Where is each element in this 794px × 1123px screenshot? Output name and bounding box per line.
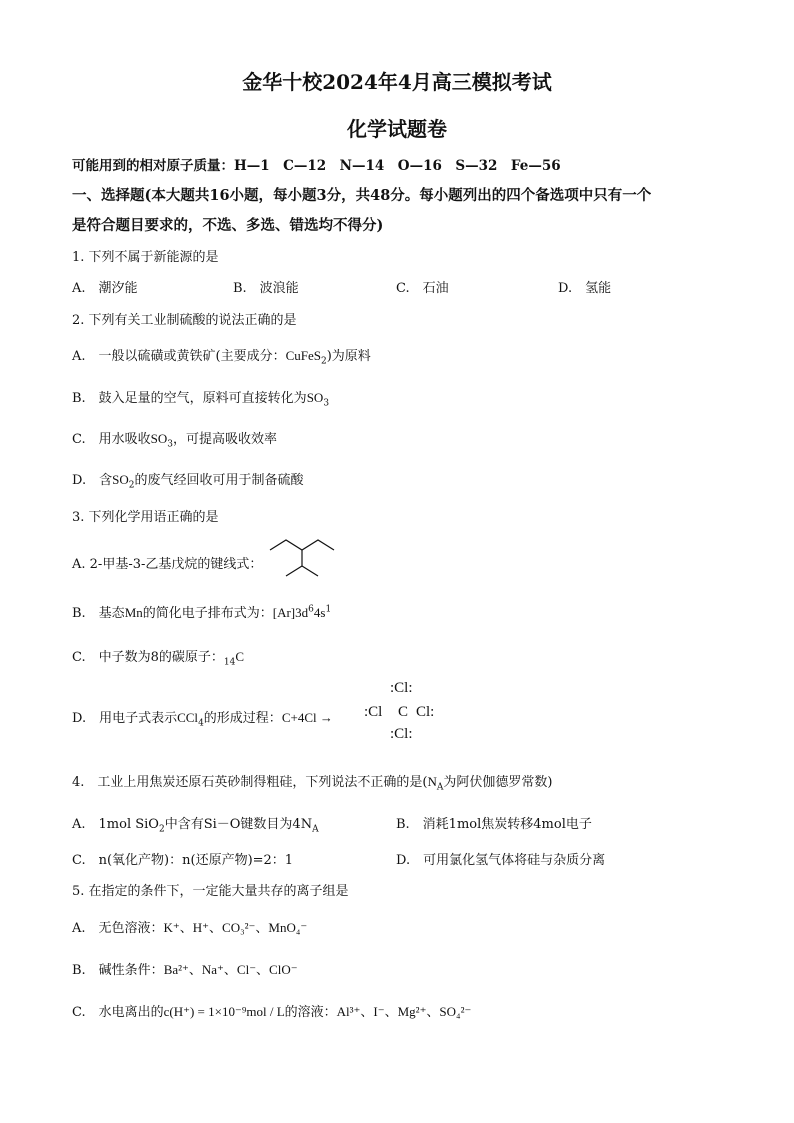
q1-option-c: C. 石油	[396, 281, 449, 296]
q2-c-sub: 3	[167, 439, 173, 450]
q4-option-c: C. n(氧化产物)：n(还原产物)=2：1	[72, 853, 294, 868]
q4-stem-na: N	[427, 774, 437, 789]
q2-c-formula: SO	[150, 431, 168, 446]
q4-stem	[72, 771, 552, 793]
q5-c-mid: 的溶液：	[284, 1005, 337, 1020]
q3-option-d	[72, 707, 333, 729]
q2-a-formula: CuFeS	[285, 348, 321, 363]
q4-stem-post: 为阿伏伽德罗常数)	[443, 775, 553, 790]
q1-option-a: A. 潮汐能	[72, 281, 138, 296]
q2-a-pre: A. 一般以硫磺或黄铁矿(主要成分：	[72, 349, 286, 364]
q2-b-formula: SO	[306, 390, 324, 405]
q3-b-mid: 的简化电子排布式为：	[142, 606, 273, 621]
q2-c-post: ，可提高吸收效率	[172, 432, 277, 447]
section-heading-line2: 是符合题目要求的，不选、多选、错选均不得分)	[72, 217, 384, 234]
q5-a-pre: A. 无色溶液：	[72, 921, 164, 936]
q4-option-a	[72, 813, 319, 835]
q2-a-post: )为原料	[326, 349, 371, 364]
q2-a-sub: 2	[321, 356, 327, 367]
q2-c-pre: C. 用水吸收	[72, 432, 151, 447]
q3-option-a: A. 2-甲基-3-乙基戊烷的键线式：	[72, 557, 263, 572]
q1-option-d: D. 氢能	[558, 281, 612, 296]
q5-a-ions: K⁺、H⁺、CO₃²⁻、MnO₄⁻	[163, 920, 308, 935]
q3-c-mass: 14	[223, 657, 236, 668]
q3-option-c	[72, 646, 244, 668]
q5-b-pre: B. 碱性条件：	[72, 963, 164, 978]
q3-d-equation: C+4Cl →	[281, 710, 333, 725]
q1-option-b: B. 波浪能	[233, 281, 299, 296]
q2-d-pre: D. 含	[72, 473, 113, 488]
main-chain-bond	[270, 540, 334, 550]
atomic-masses: 可能用到的相对原子质量：H—1 C—12 N—14 O—16 S—32 Fe—56	[72, 158, 561, 174]
q5-c-pre: C. 水电离出的	[72, 1005, 164, 1020]
q4-option-b: B. 消耗1mol焦炭转移4mol电子	[396, 817, 592, 832]
q3-d-pre: D. 用电子式表示	[72, 711, 178, 726]
q3-b-config2: 4s	[313, 605, 326, 620]
q5-c-expr: c(H⁺) = 1×10⁻⁹mol / L	[163, 1004, 285, 1019]
branch-bond-left	[286, 566, 302, 576]
section-heading-line1: 一、选择题(本大题共16小题，每小题3分，共48分。每小题列出的四个备选项中只有一个	[72, 187, 652, 204]
q4-a-pre: A. 1mol SiO	[72, 817, 159, 832]
q2-option-c	[72, 428, 277, 450]
q5-c-ions: Al³⁺、I⁻、Mg²⁺、SO₄²⁻	[336, 1004, 472, 1019]
q3-option-b	[72, 602, 331, 621]
q5-option-b	[72, 959, 298, 978]
branch-bond-right	[302, 566, 318, 576]
lewis-c-center: C	[398, 704, 409, 720]
q3-b-sup2: 1	[325, 604, 332, 615]
q5-option-c	[72, 1001, 471, 1020]
q4-a-sub: 2	[158, 824, 165, 835]
lewis-cl-bottom: :Cl:	[390, 726, 413, 742]
q2-option-d	[72, 469, 303, 491]
q4-stem-pre: 4. 工业上用焦炭还原石英砂制得粗硅，下列说法不正确的是(	[72, 775, 428, 790]
q3-d-mid: 的形成过程：	[203, 711, 282, 726]
q3-stem: 3. 下列化学用语正确的是	[72, 510, 219, 525]
q3-d-formula: CCl	[177, 710, 199, 725]
q4-a-sub2: A	[312, 824, 319, 835]
q4-stem-na-sub: A	[436, 782, 444, 793]
exam-title: 金华十校2024年4月高三模拟考试	[242, 70, 552, 94]
q5-b-ions: Ba²⁺、Na⁺、Cl⁻、ClO⁻	[163, 962, 298, 977]
q2-b-pre: B. 鼓入足量的空气，原料可直接转化为	[72, 391, 307, 406]
q4-a-mid: 中含有Si－O键数目为4N	[164, 817, 313, 832]
q3-b-config: [Ar]3d	[272, 605, 309, 620]
q5-option-a	[72, 917, 307, 936]
q3-d-sub: 4	[198, 718, 204, 729]
q3-b-pre: B. 基态	[72, 606, 125, 621]
q3-c-pre: C. 中子数为8的碳原子：	[72, 650, 224, 665]
lewis-structure	[362, 680, 444, 746]
q3-b-sup1: 6	[308, 604, 314, 615]
q2-b-sub: 3	[323, 398, 330, 409]
q2-option-a	[72, 345, 371, 367]
q2-stem: 2. 下列有关工业制硫酸的说法正确的是	[72, 313, 297, 328]
q2-d-post: 的废气经回收可用于制备硫酸	[134, 473, 304, 488]
lewis-cl-right: Cl:	[416, 704, 435, 720]
q2-option-b	[72, 387, 329, 409]
lewis-cl-left: :Cl	[364, 704, 383, 720]
exam-subtitle: 化学试题卷	[347, 117, 447, 141]
q3-b-element: Mn	[124, 605, 143, 620]
q3-c-element: C	[235, 649, 245, 664]
lewis-cl-top: :Cl:	[390, 680, 413, 696]
q2-d-sub: 2	[128, 480, 135, 491]
q5-stem: 5. 在指定的条件下，一定能大量共存的离子组是	[72, 884, 349, 899]
q1-stem: 1. 下列不属于新能源的是	[72, 250, 219, 265]
q2-d-formula: SO	[112, 472, 129, 487]
skeletal-formula-diagram	[268, 536, 352, 584]
q4-option-d: D. 可用氯化氢气体将硅与杂质分离	[396, 853, 606, 868]
